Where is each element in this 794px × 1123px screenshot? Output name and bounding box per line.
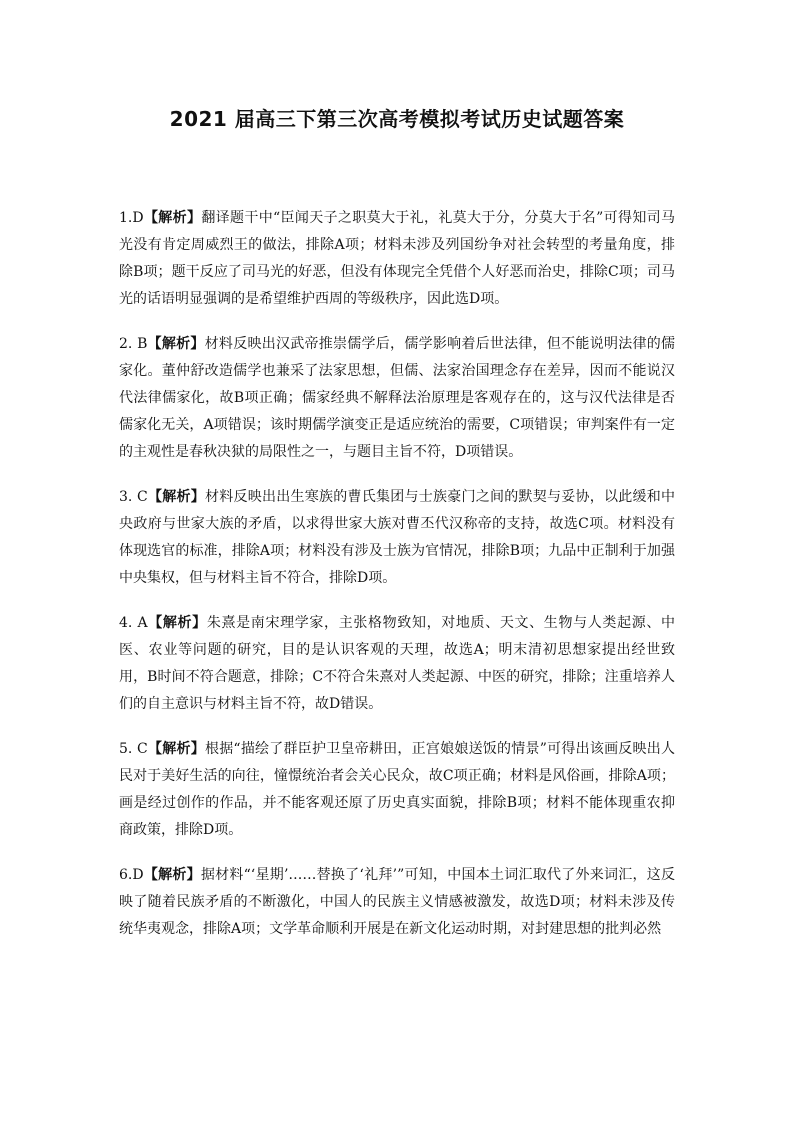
answer-tag: 【解析】: [147, 489, 206, 505]
answer-number: 2. B: [119, 336, 148, 352]
answer-text: 材料反映出汉武帝推崇儒学后，儒学影响着后世法律，但不能说明法律的儒家化。董仲舒改造儒学也兼采了法家思想，但儒、法家治国理念存在差异，因而不能说汉代法律儒家化，故B项正确；儒家经典不解释法治原理是客观存在的，这与汉代法律是否儒家化无关，A项错误；该时期儒学演变正是适应统治的需要，C项错误；审判案件有一定的主观性是春秋决狱的局限性之一，与题目主旨不符，D项错误。: [119, 336, 675, 460]
answer-number: 3. C: [119, 489, 148, 505]
answer-number: 5. C: [119, 741, 148, 757]
answer-tag: 【解析】: [143, 210, 202, 226]
answer-tag: 【解析】: [147, 741, 205, 757]
answer-list: [119, 205, 675, 961]
answer-item: [119, 331, 675, 466]
answer-text: 材料反映出出生寒族的曹氏集团与士族豪门之间的默契与妥协，以此缓和中央政府与世家大族的矛盾，以求得世家大族对曹丕代汉称帝的支持，故选C项。材料没有体现选官的标准，排除A项；材料没有涉及士族为官情况，排除B项；九品中正制利于加强中央集权，但与材料主旨不符合，排除D项。: [119, 489, 676, 586]
document-title: 2021 届高三下第三次高考模拟考试历史试题答案: [169, 107, 625, 131]
answer-tag: 【解析】: [147, 336, 205, 352]
answer-item: [119, 610, 675, 718]
answer-item: [119, 205, 675, 313]
answer-item: [119, 736, 675, 844]
answer-number: 1.D: [119, 210, 144, 226]
answer-tag: 【解析】: [147, 615, 207, 631]
answer-number: 4. A: [119, 615, 148, 631]
answer-text: 翻译题干中“臣闻天子之职莫大于礼，礼莫大于分，分莫大于名”可得知司马光没有肯定周威烈王的做法，排除A项；材料未涉及列国纷争对社会转型的考量角度，排除B项；题干反应了司马光的好恶，但没有体现完全凭借个人好恶而治史，排除C项；司马光的话语明显强调的是希望维护西周的等级秩序，因此选D项。: [119, 210, 676, 307]
answer-tag: 【解析】: [143, 867, 201, 883]
answer-item: [119, 484, 675, 592]
answer-text: 据材料“‘星期’……替换了‘礼拜’”可知，中国本土词汇取代了外来词汇，这反映了随着民族矛盾的不断激化，中国人的民族主义情感被激发，故选D项；材料未涉及传统华夷观念，排除A项；文学革命顺利开展是在新文化运动时期，对封建思想的批判必然: [119, 867, 675, 937]
answer-number: 6.D: [119, 867, 144, 883]
answer-text: 根据“描绘了群臣护卫皇帝耕田，正宫娘娘送饭的情景”可得出该画反映出人民对于美好生活的向往，憧憬统治者会关心民众，故C项正确；材料是风俗画，排除A项；画是经过创作的作品，并不能客观还原了历史真实面貌，排除B项；材料不能体现重农抑商政策，排除D项。: [119, 741, 676, 838]
answer-item: [119, 862, 675, 943]
answer-text: 朱熹是南宋理学家，主张格物致知，对地质、天文、生物与人类起源、中医、农业等问题的研究，目的是认识客观的天理，故选A；明末清初思想家提出经世致用，B时间不符合题意，排除；C不符合朱熹对人类起源、中医的研究，排除；注重培养人们的自主意识与材料主旨不符，故D错误。: [119, 615, 676, 712]
